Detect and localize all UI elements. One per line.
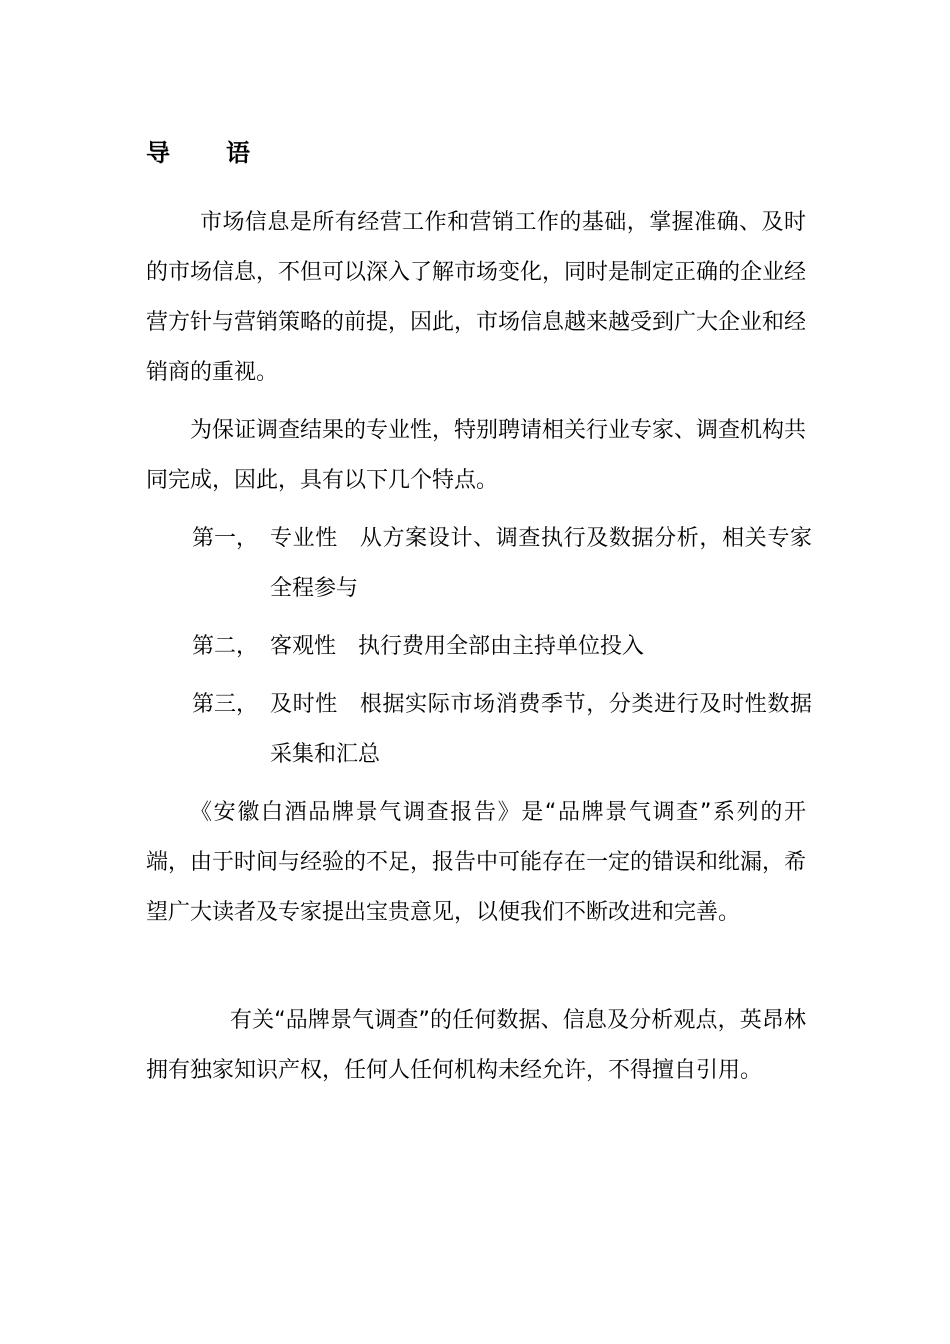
feature-body	[270, 622, 812, 672]
feature-number: 第二，	[192, 634, 259, 659]
feature-number: 第一，	[192, 526, 259, 551]
feature-description: 根据实际市场消费季节，分类进行及时性数据采集和汇总	[270, 692, 812, 767]
intro-paragraph: 市场信息是所有经营工作和营销工作的基础，掌握准确、及时的市场信息，不但可以深入了解市场变化，同时是制定正确的企业经营方针与营销策略的前提，因此，市场信息越来越受到广大企业和经销商的重视。	[146, 210, 807, 385]
feature-number: 第三，	[192, 692, 259, 717]
page-title: 导 语	[146, 139, 266, 167]
feature-body	[270, 680, 812, 780]
feature-item-timely	[192, 680, 812, 780]
series-paragraph: 《安徽白酒品牌景气调查报告》是“品牌景气调查”系列的开端，由于时间与经验的不足，报告中可能存在一定的错误和纰漏，希望广大读者及专家提出宝贵意见，以便我们不断改进和完善。	[146, 800, 807, 925]
method-paragraph: 为保证调查结果的专业性，特别聘请相关行业专家、调查机构共同完成，因此，具有以下几个特点。	[146, 418, 807, 493]
feature-name: 及时性	[270, 692, 338, 717]
feature-item-professional	[192, 514, 812, 614]
feature-item-objective	[192, 622, 812, 672]
feature-body	[270, 514, 812, 614]
feature-name: 客观性	[270, 634, 337, 659]
feature-description: 从方案设计、调查执行及数据分析，相关专家全程参与	[270, 526, 812, 601]
feature-name: 专业性	[270, 526, 338, 551]
feature-description: 执行费用全部由主持单位投入	[358, 634, 645, 659]
copyright-paragraph: 有关“品牌景气调查”的任何数据、信息及分析观点，英昂林拥有独家知识产权，任何人任何机构未经允许，不得擅自引用。	[146, 1008, 806, 1083]
